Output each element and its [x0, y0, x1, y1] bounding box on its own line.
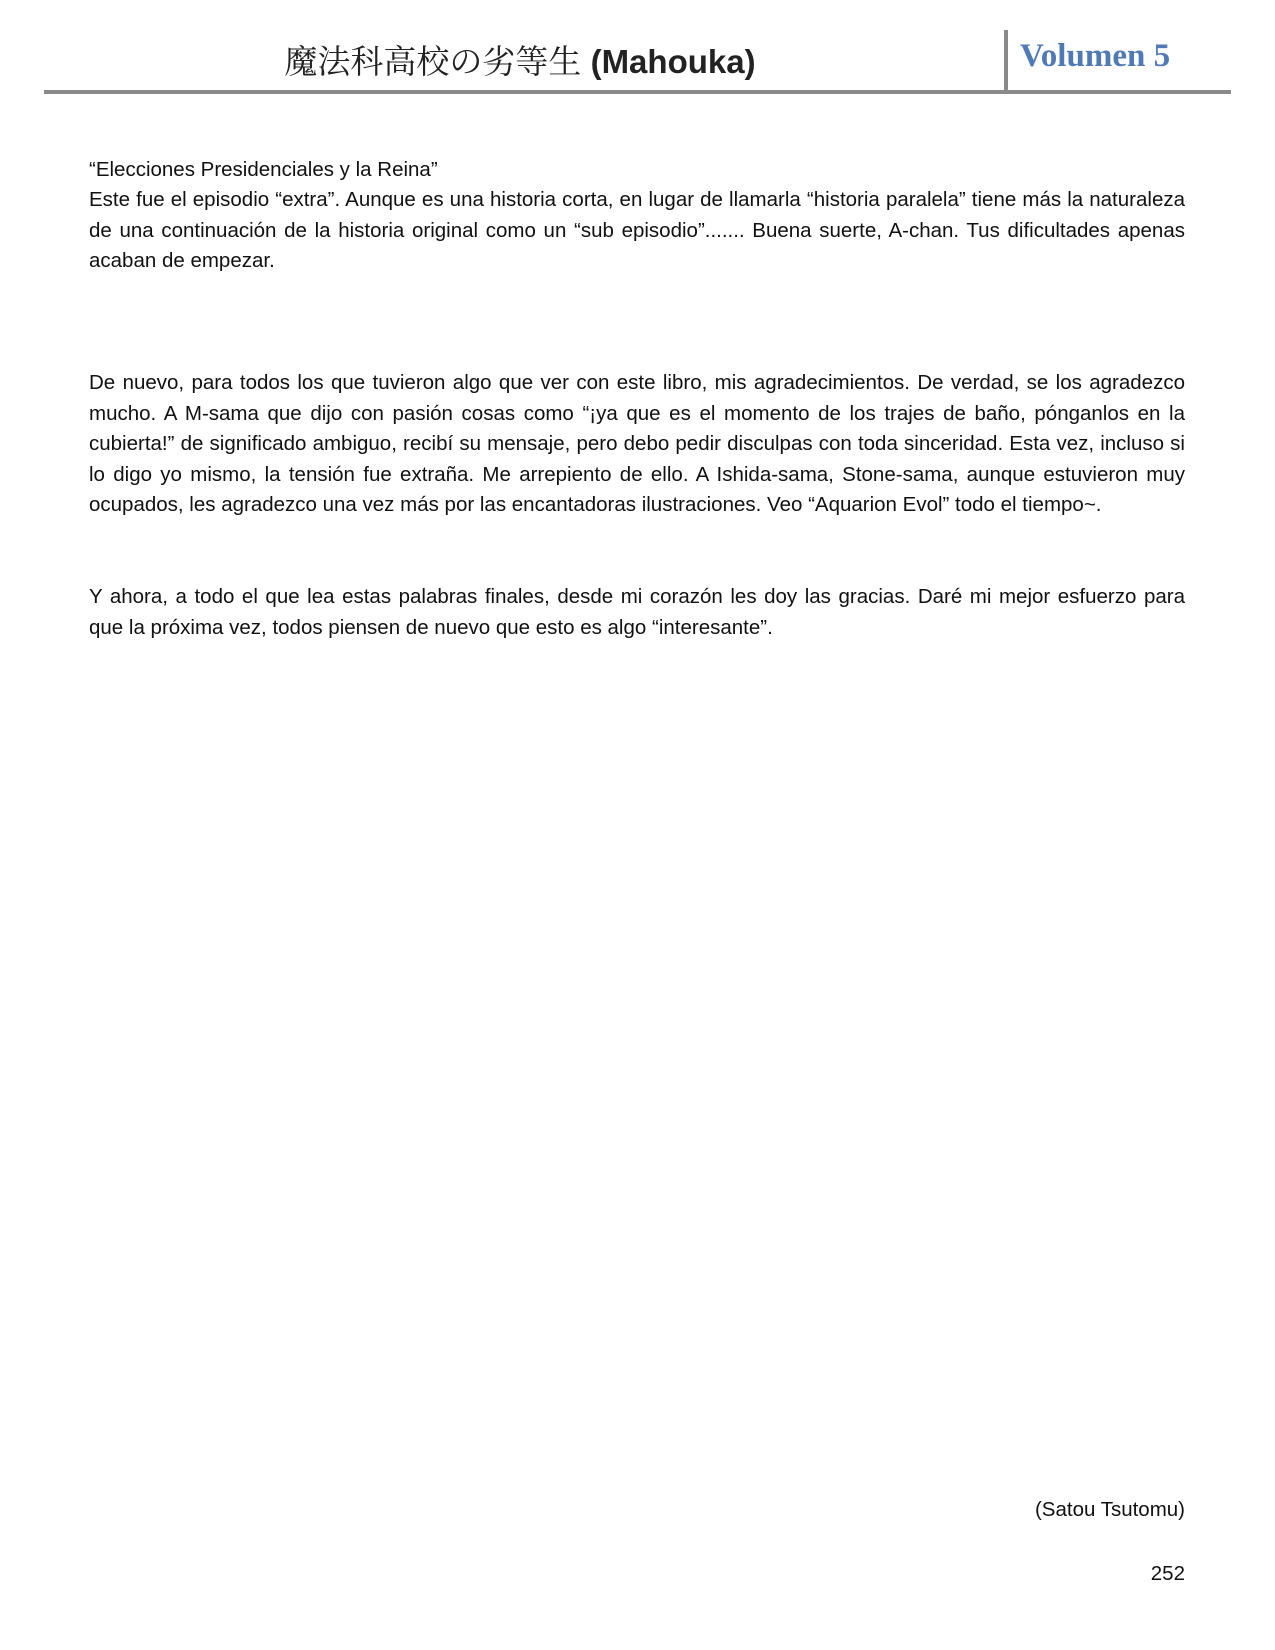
- paragraph-2: De nuevo, para todos los que tuvieron algo que ver con este libro, mis agradecimientos. De verdad, se los agradezco mucho. A M-sama que dijo con pasión cosas como “¡ya que es el momento de los trajes de baño, pónganlos en la cubierta!” de significado ambiguo, recibí su mensaje, pero debo pedir disculpas con toda sinceridad. Esta vez, incluso si lo digo yo mismo, la tensión fue extraña. Me arrepiento de ello. A Ishida-sama, Stone-sama, aunque estuvieron muy ocupados, les agradezco una vez más por las encantadoras ilustraciones. Veo “Aquarion Evol” todo el tiempo~.: [89, 371, 1185, 516]
- section-title: “Elecciones Presidenciales y la Reina”: [89, 158, 438, 181]
- author-signature: (Satou Tsutomu): [1034, 1498, 1185, 1521]
- paragraph-1: Este fue el episodio “extra”. Aunque es una historia corta, en lugar de llamarla “historia paralela” tiene más la naturaleza de una continuación de la historia original como un “sub episodio”....... Buena suerte, A-chan. Tus dificultades apenas acaban de empezar.: [89, 188, 1185, 272]
- paragraph-3: Y ahora, a todo el que lea estas palabras finales, desde mi corazón les doy las gracias. Daré mi mejor esfuerzo para que la próxima vez, todos piensen de nuevo que esto es algo “interesante”.: [89, 585, 1185, 639]
- header-title-japanese: 魔法科高校の劣等生: [284, 42, 582, 81]
- page-number: 252: [1150, 1562, 1185, 1585]
- header-title-english: (Mahouka): [590, 43, 756, 80]
- header-volume-label: Volumen 5: [1020, 38, 1171, 74]
- header-horizontal-rule: [44, 90, 1231, 94]
- header-title: [0, 36, 1040, 83]
- header-vertical-divider: [1004, 30, 1008, 93]
